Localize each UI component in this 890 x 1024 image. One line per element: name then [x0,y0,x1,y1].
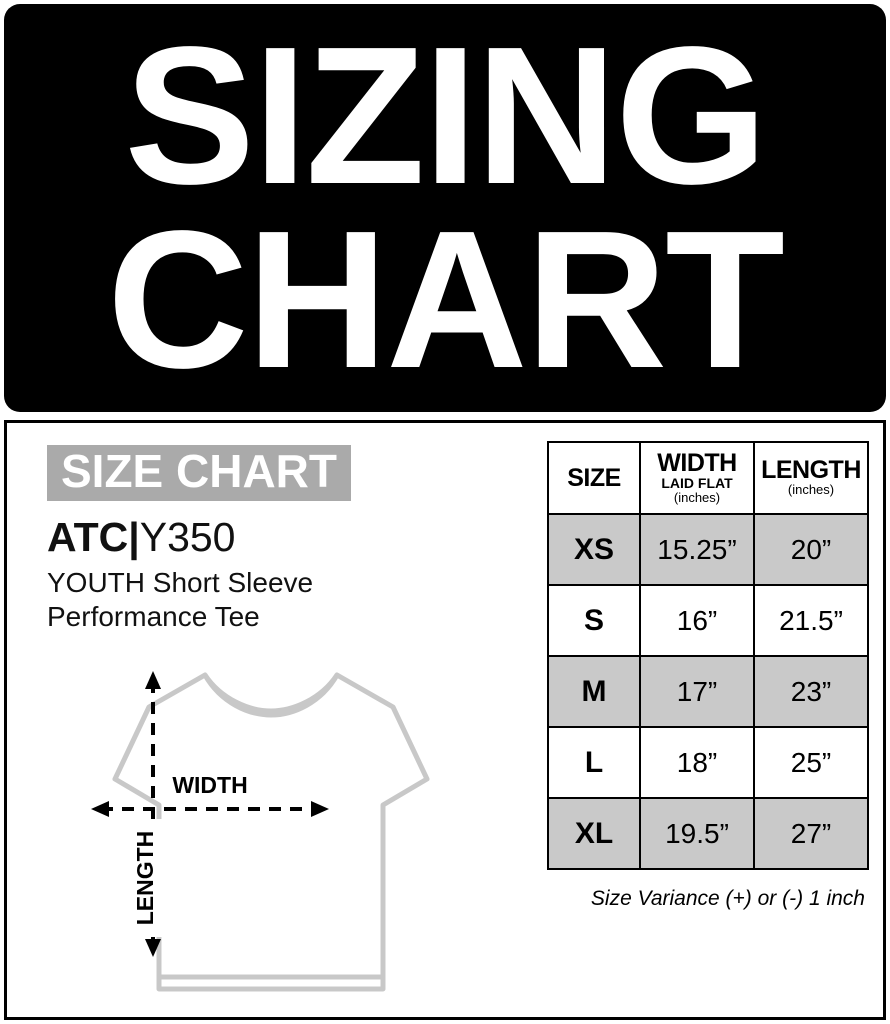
banner-title-line-1: SIZING [124,5,766,225]
product-description-line-2: Performance Tee [47,601,260,633]
cell-length: 21.5” [754,585,868,656]
header-width-sub1: LAID FLAT [661,474,733,491]
banner-title-line-2: CHART [107,190,783,409]
header-banner [4,4,886,412]
tshirt-diagram [35,659,505,1009]
header-size [548,442,640,514]
size-table-body [548,514,868,869]
cell-width: 16” [640,585,754,656]
width-label: WIDTH [172,772,248,798]
header-size-label: SIZE [567,463,621,492]
cell-width: 18” [640,727,754,798]
size-table-container [547,441,867,911]
header-width-sub2: (inches) [673,490,721,506]
product-model-line [47,514,517,561]
product-description [47,566,517,634]
table-header-row [548,442,868,514]
header-width-label: WIDTH [657,448,737,477]
cell-length: 25” [754,727,868,798]
size-table [547,441,869,870]
brand-separator: | [128,514,140,561]
table-row [548,514,868,585]
cell-width: 15.25” [640,514,754,585]
header-width [640,442,754,514]
header-length [754,442,868,514]
length-label: LENGTH [132,830,158,926]
cell-length: 20” [754,514,868,585]
tshirt-diagram-svg [35,659,505,1009]
product-info-column [47,445,517,635]
header-length-sub: (inches) [787,482,835,498]
size-table-head [548,442,868,514]
size-variance-note: Size Variance (+) or (-) 1 inch [590,887,865,910]
cell-size: S [548,585,640,656]
cell-width: 19.5” [640,798,754,869]
cell-width: 17” [640,656,754,727]
width-measure-arrow [91,801,329,817]
size-chart-tag: SIZE CHART [47,445,351,501]
table-row [548,585,868,656]
brand-name: ATC [47,514,129,561]
product-description-line-1: YOUTH Short Sleeve [47,567,314,599]
table-row [548,656,868,727]
table-row [548,727,868,798]
cell-size: XS [548,514,640,585]
model-number: Y350 [139,514,236,561]
cell-size: M [548,656,640,727]
table-row [548,798,868,869]
header-length-label: LENGTH [761,456,861,485]
cell-length: 27” [754,798,868,869]
content-panel [4,420,886,1020]
cell-length: 23” [754,656,868,727]
cell-size: L [548,727,640,798]
cell-size: XL [548,798,640,869]
